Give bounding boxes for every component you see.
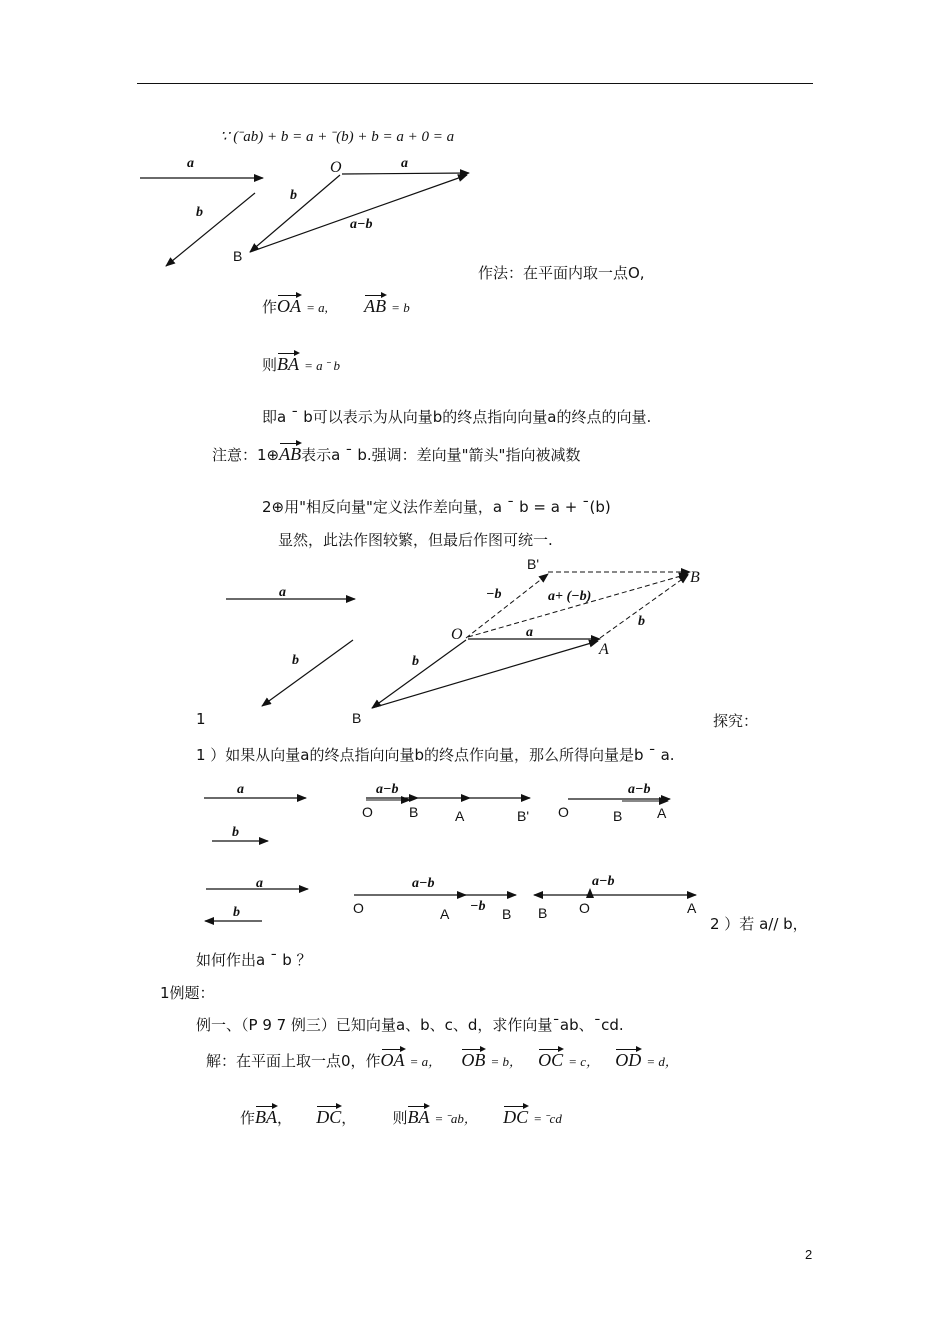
- fig2-label-mb: −b: [486, 587, 502, 602]
- fig1-BA: [250, 175, 467, 252]
- fig2-OBp: [466, 574, 548, 638]
- fig1-label-O: O: [330, 159, 342, 176]
- fig3-label-B3: B: [502, 906, 512, 922]
- method-text: 作法：在平面内取一点O,: [478, 264, 645, 282]
- fig3-label-Bp1: B': [517, 808, 530, 824]
- fig1-label-a: a: [187, 156, 194, 171]
- fig2-label-a2: a: [526, 625, 533, 640]
- fig2-OB2: [468, 574, 688, 637]
- sol-eq-a: = a，: [409, 1054, 442, 1069]
- vector-OA: OA: [277, 296, 302, 316]
- fig3-label-A3: A: [440, 906, 450, 922]
- solution-line1: [206, 1048, 678, 1071]
- method-step2: [262, 352, 340, 375]
- fig3-label-A4: A: [687, 900, 697, 916]
- fig2-label-a: a: [279, 585, 286, 600]
- fig2-label-apmb: a+ (−b): [548, 589, 592, 604]
- example-1: 例一、（P 9 7 例三）已知向量a、b、c、d，求作向量ˉab、ˉcd.: [196, 1016, 624, 1034]
- sol2-then: 则: [392, 1109, 408, 1127]
- explore-q2: 2 ）若 a// b，: [710, 915, 808, 933]
- fig1-label-B: B: [233, 248, 243, 264]
- fig2-label-Bq: B: [690, 569, 700, 586]
- fig2-vector-b: [262, 640, 353, 706]
- solution-line2: [240, 1105, 562, 1128]
- note1: [212, 442, 580, 465]
- sol2-prefix: 作: [240, 1109, 256, 1127]
- fig2-OB: [372, 640, 466, 708]
- sol2-comma1: ，: [277, 1109, 293, 1127]
- sol2-eq2: = ˉcd: [533, 1111, 562, 1126]
- fig3-label-b2: b: [233, 905, 240, 920]
- eq-a: = a,: [306, 300, 328, 315]
- fig1-label-b2: b: [290, 188, 297, 203]
- fig3-label-a: a: [237, 782, 244, 797]
- fig3-label-mb: −b: [470, 899, 486, 914]
- fig3-label-b: b: [232, 825, 239, 840]
- fig1-label-b: b: [196, 205, 203, 220]
- fig2-label-A: A: [599, 641, 609, 658]
- fig3-label-A1: A: [455, 808, 465, 824]
- explore-q1: 1 ）如果从向量a的终点指向向量b的终点作向量，那么所得向量是b ˉ a.: [196, 746, 675, 764]
- note1-vector: AB: [279, 444, 302, 464]
- fig1-label-amb: a−b: [350, 217, 373, 232]
- explore-q2b: 如何作出a ˉ b ？: [196, 951, 312, 969]
- note2: 2⊕用"相反向量"定义法作差向量，a ˉ b = a + ˉ(b): [262, 498, 611, 516]
- fig3-label-amb3: a−b: [412, 876, 435, 891]
- fig1-OB: [250, 175, 340, 252]
- sol2-vector-DC2: DC: [503, 1107, 529, 1127]
- note3: 显然，此法作图较繁，但最后作图可统一.: [278, 531, 553, 549]
- fig3-label-a2: a: [256, 876, 263, 891]
- sol2-vector-BA: BA: [255, 1107, 278, 1127]
- fig3-label-O1: O: [362, 804, 373, 820]
- eq-amb: = a ˉ b: [304, 358, 340, 373]
- fig2-label-b2: b: [638, 614, 645, 629]
- fig2-label-b3: b: [412, 654, 419, 669]
- fig3-label-amb4: a−b: [592, 874, 615, 889]
- page-number: 2: [805, 1247, 813, 1262]
- note1-suffix: 表示a ˉ b.强调：差向量"箭头"指向被减数: [301, 446, 581, 464]
- sol-vector-OA: OA: [380, 1050, 405, 1070]
- eq-b: = b: [391, 300, 410, 315]
- fig3-label-A2: A: [657, 805, 667, 821]
- fig2-label-Bp: B': [527, 556, 540, 572]
- fig1-label-a2: a: [401, 156, 408, 171]
- sol2-eq1: = ˉab，: [434, 1111, 477, 1126]
- method-step1: [262, 294, 410, 317]
- sol-eq-c: = c，: [568, 1054, 600, 1069]
- vector-AB: AB: [364, 296, 387, 316]
- sol2-vector-BA2: BA: [407, 1107, 430, 1127]
- step2-prefix: 则: [262, 356, 278, 374]
- fig3-label-O2: O: [558, 804, 569, 820]
- fig2-number-1: 1: [196, 710, 206, 728]
- examples-heading: 1例题：: [160, 984, 215, 1002]
- fig3-label-amb1: a−b: [376, 782, 399, 797]
- sol2-vector-DC: DC: [316, 1107, 342, 1127]
- fig3-label-O3: O: [353, 900, 364, 916]
- step1-prefix: 作: [262, 298, 278, 316]
- fig2-label-b: b: [292, 653, 299, 668]
- sol2-comma2: ，: [341, 1109, 357, 1127]
- vector-BA: BA: [277, 354, 300, 374]
- sol-vector-OC: OC: [538, 1050, 564, 1070]
- sol-vector-OB: OB: [461, 1050, 486, 1070]
- sol-eq-b: = b，: [490, 1054, 522, 1069]
- note1-prefix: 注意：1⊕: [212, 446, 280, 464]
- fig2-BA: [372, 641, 598, 708]
- fig2-label-O: O: [451, 626, 463, 643]
- sol-eq-d: = d，: [646, 1054, 678, 1069]
- sol-vector-OD: OD: [615, 1050, 642, 1070]
- fig3-label-O4: O: [579, 900, 590, 916]
- fig1-OA: [342, 173, 469, 174]
- sol-prefix: 解：在平面上取一点0，作: [206, 1052, 381, 1070]
- meaning-line: 即a ˉ b可以表示为从向量b的终点指向向量a的终点的向量.: [262, 408, 652, 426]
- fig3-label-B4: B: [538, 905, 548, 921]
- fig3-label-B1: B: [409, 804, 419, 820]
- fig3-label-B2: B: [613, 808, 623, 824]
- explore-heading: 探究：: [713, 712, 759, 730]
- fig3-label-amb2: a−b: [628, 782, 651, 797]
- fig2-label-B: B: [352, 710, 362, 726]
- formula-top: ∵ (ˉab) + b = a + ˉ(b) + b = a + 0 = a: [220, 129, 455, 145]
